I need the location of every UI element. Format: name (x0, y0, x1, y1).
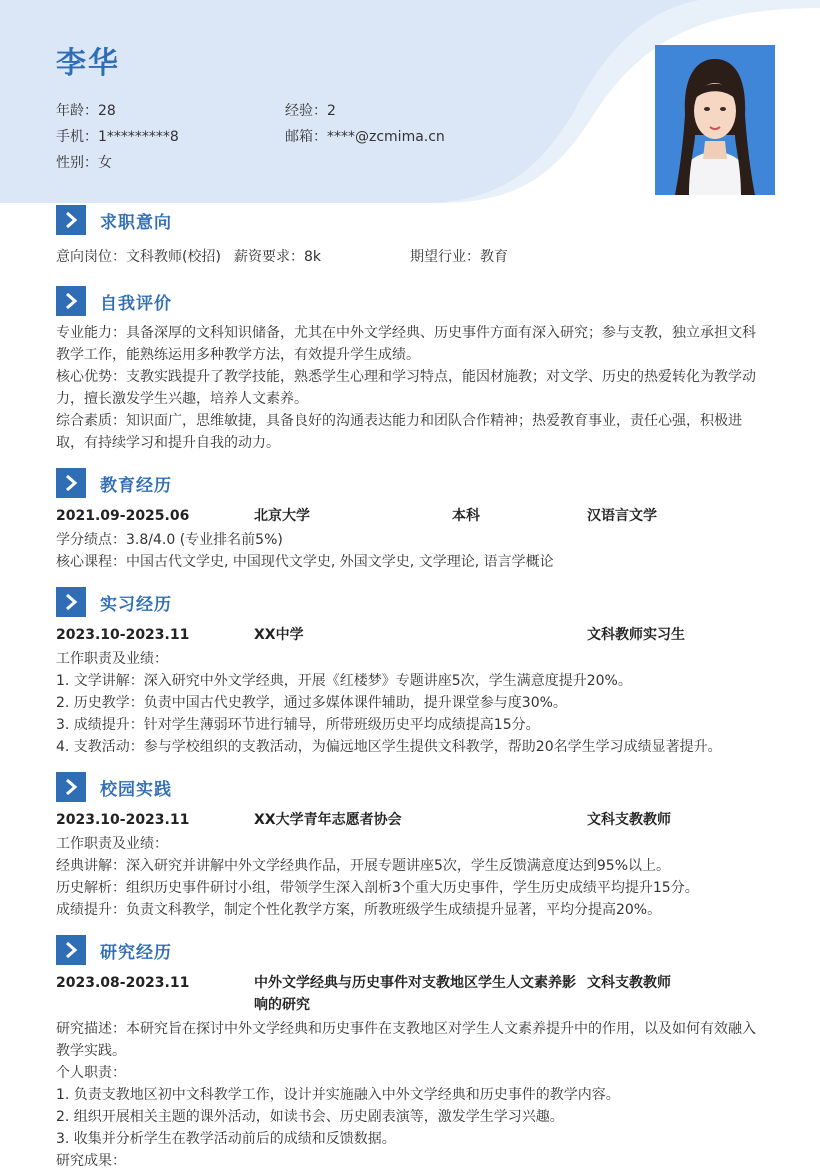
self-eval-line: 教学工作，能熟练运用多种教学方法，有效提升学生成绩。 (56, 347, 420, 363)
section-title: 实习经历 (100, 594, 172, 615)
campus-line: 成绩提升：负责文科教学，制定个性化教学方案，所教班级学生成绩提升显著，平均分提高20%。 (56, 902, 662, 918)
section-header-self-evaluation (56, 286, 172, 316)
research-line: 研究描述：本研究旨在探讨中外文学经典和历史事件在支教地区对学生人文素养提升中的作用，以及如何有效融入 (56, 1021, 756, 1037)
research-date: 2023.08-2023.11 (56, 975, 190, 991)
education-degree: 本科 (452, 508, 480, 524)
research-role: 文科支教教师 (587, 975, 671, 991)
section-title: 校园实践 (100, 779, 172, 800)
campus-role: 文科支教教师 (587, 812, 671, 828)
section-title: 求职意向 (100, 212, 172, 233)
internship-date: 2023.10-2023.11 (56, 627, 190, 643)
chevron-right-icon (56, 468, 86, 498)
experience-text: 经验：2 (285, 103, 336, 119)
gender-text: 性别：女 (56, 155, 112, 171)
education-date: 2021.09-2025.06 (56, 508, 190, 524)
intended-position: 意向岗位：文科教师(校招) (56, 249, 221, 265)
chevron-right-icon (56, 205, 86, 235)
self-eval-line: 力，擅长激发学生兴趣，培养人文素养。 (56, 391, 308, 407)
chevron-right-icon (56, 935, 86, 965)
self-eval-line: 综合素质：知识面广，思维敏捷，具备良好的沟通表达能力和团队合作精神；热爱教育事业，责任心强，积极进 (56, 413, 742, 429)
campus-org: XX大学青年志愿者协会 (254, 812, 402, 828)
internship-line: 工作职责及业绩： (56, 651, 168, 667)
internship-line: 1. 文学讲解：深入研究中外文学经典，开展《红楼梦》专题讲座5次，学生满意度提升20%。 (56, 673, 632, 689)
internship-line: 3. 成绩提升：针对学生薄弱环节进行辅导，所带班级历史平均成绩提高15分。 (56, 717, 540, 733)
research-line: 研究成果： (56, 1153, 126, 1169)
internship-org: XX中学 (254, 627, 304, 643)
chevron-right-icon (56, 286, 86, 316)
education-courses: 核心课程：中国古代文学史, 中国现代文学史, 外国文学史, 文学理论, 语言学概论 (56, 554, 554, 570)
research-project-title: 中外文学经典与历史事件对支教地区学生人文素养影 (254, 975, 576, 991)
section-title: 自我评价 (100, 293, 172, 314)
education-gpa: 学分绩点：3.8/4.0 (专业排名前5%) (56, 532, 283, 548)
self-eval-line: 核心优势：支教实践提升了教学技能，熟悉学生心理和学习特点，能因材施教；对文学、历史的热爱转化为教学动 (56, 369, 756, 385)
education-school: 北京大学 (254, 508, 310, 524)
research-line: 个人职责： (56, 1065, 126, 1081)
campus-line: 经典讲解：深入研究并讲解中外文学经典作品，开展专题讲座5次，学生反馈满意度达到95%以上。 (56, 858, 671, 874)
research-line: 3. 收集并分析学生在教学活动前后的成绩和反馈数据。 (56, 1131, 396, 1147)
chevron-right-icon (56, 587, 86, 617)
section-header-internship (56, 587, 172, 617)
internship-line: 4. 支教活动：参与学校组织的支教活动，为偏远地区学生提供文科教学，帮助20名学生学习成绩显著提升。 (56, 739, 722, 755)
section-title: 研究经历 (100, 942, 172, 963)
internship-line: 2. 历史教学：负责中国古代史教学，通过多媒体课件辅助，提升课堂参与度30%。 (56, 695, 567, 711)
self-eval-line: 取，有持续学习和提升自我的动力。 (56, 435, 280, 451)
self-eval-line: 专业能力：具备深厚的文科知识储备，尤其在中外文学经典、历史事件方面有深入研究；参与支教，独立承担文科 (56, 325, 756, 341)
research-line: 1. 负责支教地区初中文科教学工作，设计并实施融入中外文学经典和历史事件的教学内容。 (56, 1087, 620, 1103)
section-title: 教育经历 (100, 475, 172, 496)
campus-line: 工作职责及业绩： (56, 836, 168, 852)
chevron-right-icon (56, 772, 86, 802)
internship-role: 文科教师实习生 (587, 627, 685, 643)
section-header-education (56, 468, 172, 498)
expected-industry: 期望行业：教育 (410, 249, 508, 265)
profile-photo (655, 45, 775, 195)
email-text: 邮箱：****@zcmima.cn (285, 129, 445, 145)
phone-text: 手机：1*********8 (56, 129, 179, 145)
campus-date: 2023.10-2023.11 (56, 812, 190, 828)
research-project-title-cont: 响的研究 (254, 997, 310, 1013)
age-text: 年龄：28 (56, 103, 116, 119)
education-major: 汉语言文学 (587, 508, 657, 524)
candidate-name: 李华 (56, 46, 120, 81)
section-header-research (56, 935, 172, 965)
research-line: 2. 组织开展相关主题的课外活动，如读书会、历史剧表演等，激发学生学习兴趣。 (56, 1109, 564, 1125)
section-header-campus-practice (56, 772, 172, 802)
research-line: 教学实践。 (56, 1043, 126, 1059)
salary-expectation: 薪资要求：8k (234, 249, 322, 265)
section-header-intention (56, 205, 172, 235)
campus-line: 历史解析：组织历史事件研讨小组，带领学生深入剖析3个重大历史事件，学生历史成绩平均提升15分。 (56, 880, 699, 896)
